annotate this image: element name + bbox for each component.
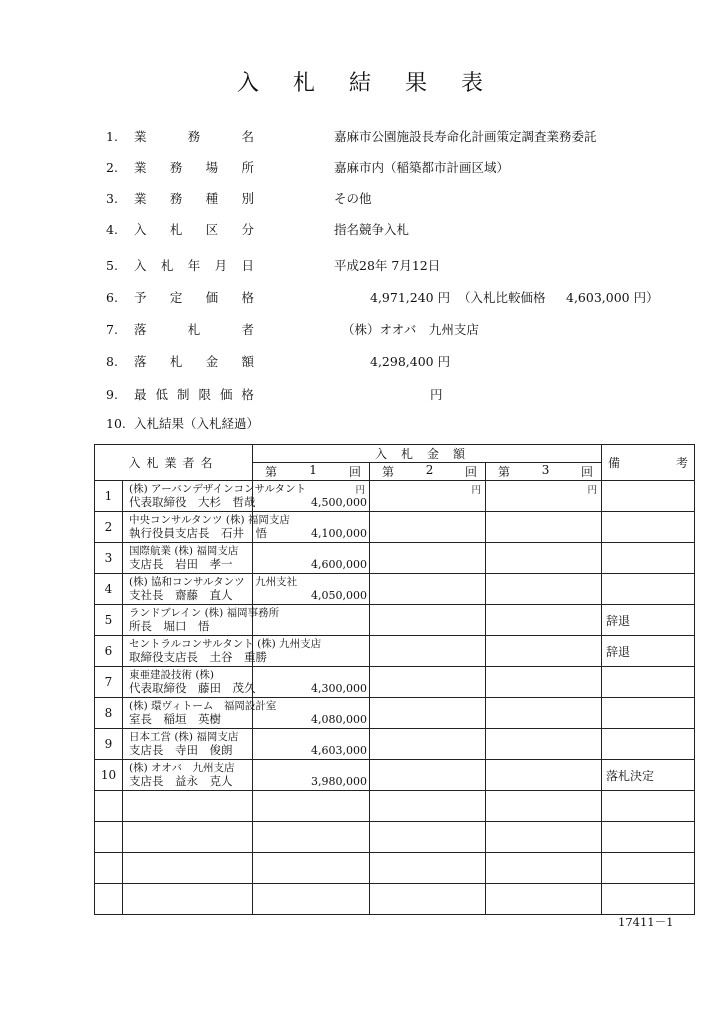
bidder-company: 日本工営 (株) 福岡支店: [129, 731, 239, 743]
remarks-cell: [602, 543, 695, 574]
bidder-representative: 執行役員支店長 石井 悟: [129, 526, 267, 540]
row-number: 3: [95, 543, 123, 574]
item-label: 入 札 区 分: [134, 222, 254, 237]
round-2-amount: [370, 605, 486, 636]
remarks-cell: [602, 698, 695, 729]
round-1-amount: [253, 481, 370, 512]
bidder-representative: 所長 堀口 悟: [129, 619, 210, 633]
bidder-representative: 代表取締役 大杉 哲哉: [129, 495, 256, 509]
table-row: [95, 729, 695, 760]
round-2-amount: [370, 791, 486, 822]
header-bid-amount: 入札金額: [253, 445, 602, 463]
remarks-cell: 辞退: [602, 636, 695, 667]
round-2-amount: [370, 667, 486, 698]
row-number: 2: [95, 512, 123, 543]
bidder-name-cell: [123, 574, 298, 605]
item-number: 2.: [106, 160, 118, 175]
bidder-company: (株) オオバ 九州支店: [129, 762, 235, 774]
item-value: （株）オオバ 九州支店: [342, 322, 479, 337]
item-number: 8.: [106, 354, 118, 369]
round-1-amount: [253, 543, 370, 574]
bidder-company: 東亜建設技術 (株): [129, 669, 215, 681]
bidder-company: (株) 協和コンサルタンツ 九州支社: [129, 576, 298, 588]
header-round-1: 第 1 回: [253, 463, 370, 481]
item-row: [0, 256, 720, 276]
bid-amount: 4,050,000: [311, 589, 368, 602]
table-row: [95, 667, 695, 698]
round-2-amount: [370, 760, 486, 791]
round-2-amount: [370, 574, 486, 605]
round-1-amount: [253, 667, 370, 698]
yen-unit: 円: [471, 485, 482, 496]
item-number: 5.: [106, 258, 118, 273]
round-3-amount: [486, 791, 602, 822]
round-3-amount: [486, 698, 602, 729]
page-title: 入札結果表: [236, 71, 517, 96]
bidder-representative: 代表取締役 藤田 茂久: [129, 681, 256, 695]
bidder-name-cell: [123, 543, 253, 574]
item-number: 10.: [106, 416, 126, 431]
round-1-amount: [253, 574, 370, 605]
table-row: [95, 605, 695, 636]
item-label: 入札結果（入札経過）: [134, 416, 260, 431]
item-label: 落 札 金 額: [134, 354, 254, 369]
item-value: 指名競争入札: [334, 222, 410, 237]
round-1-amount: [253, 884, 370, 915]
row-number: 1: [95, 481, 123, 512]
item-row: [0, 220, 720, 240]
bidder-company: セントラルコンサルタント (株) 九州支店: [129, 638, 322, 650]
bidder-representative: 支店長 益永 克人: [129, 774, 233, 788]
bidder-name-cell: [123, 884, 253, 915]
table-row: [95, 822, 695, 853]
row-number: 5: [95, 605, 123, 636]
remarks-cell: 落札決定: [602, 760, 695, 791]
round-3-amount: [486, 884, 602, 915]
row-number: 8: [95, 698, 123, 729]
bidder-name-cell: [123, 667, 256, 698]
bidder-name-cell: [123, 853, 253, 884]
bid-amount: 4,603,000: [311, 744, 368, 757]
item-value: 4,971,240 円: [370, 290, 451, 305]
item-row: [0, 288, 720, 308]
bidder-representative: 室長 稲垣 英樹: [129, 712, 221, 726]
header-round-2: 第 2 回: [370, 463, 486, 481]
bidder-representative: 支社長 齋藤 直人: [129, 588, 233, 602]
item-number: 1.: [106, 129, 118, 144]
round-2-amount: [370, 822, 486, 853]
round-3-amount: [486, 574, 602, 605]
bidder-name-cell: [123, 512, 290, 543]
bidder-name-cell: [123, 605, 280, 636]
results-table: [94, 444, 695, 915]
row-number: 10: [95, 760, 123, 791]
bid-amount: 4,080,000: [311, 713, 368, 726]
row-number: [95, 791, 123, 822]
item-label: 業 務 名: [134, 129, 254, 144]
round-3-amount: [486, 512, 602, 543]
table-row: [95, 791, 695, 822]
bidder-name-cell: [123, 636, 322, 667]
item-number: 4.: [106, 222, 118, 237]
item-row: [0, 189, 720, 209]
item-label: 業 務 場 所: [134, 160, 254, 175]
bidder-company: 中央コンサルタンツ (株) 福岡支店: [129, 514, 290, 526]
item-value: 円: [430, 387, 443, 402]
round-1-amount: [253, 760, 370, 791]
bid-amount: 4,300,000: [311, 682, 368, 695]
row-number: 9: [95, 729, 123, 760]
remarks-cell: [602, 884, 695, 915]
round-3-amount: [486, 760, 602, 791]
item-number: 9.: [106, 387, 118, 402]
remarks-cell: [602, 729, 695, 760]
bidder-name-cell: [123, 481, 307, 512]
round-3-amount: [486, 636, 602, 667]
row-number: 4: [95, 574, 123, 605]
round-2-amount: [370, 543, 486, 574]
item-row: [0, 158, 720, 178]
bidder-representative: 支店長 岩田 孝一: [129, 557, 233, 571]
round-1-amount: [253, 729, 370, 760]
bid-amount: 3,980,000: [311, 775, 368, 788]
round-3-amount: [486, 667, 602, 698]
bid-amount: 4,100,000: [311, 527, 368, 540]
item-value: 平成28年 7月12日: [334, 258, 441, 273]
round-2-amount: [370, 884, 486, 915]
round-1-amount: [253, 853, 370, 884]
bidder-name-cell: [123, 729, 253, 760]
table-row: [95, 512, 695, 543]
header-remarks: 備 考: [602, 445, 695, 481]
row-number: [95, 853, 123, 884]
round-2-amount: [370, 729, 486, 760]
round-1-amount: [253, 512, 370, 543]
item-label: 予 定 価 格: [134, 290, 254, 305]
item-row: [0, 127, 720, 147]
round-3-amount: [486, 853, 602, 884]
bidder-company: (株) アーバンデザインコンサルタント: [129, 483, 307, 495]
comparison-price-value: 4,603,000 円）: [566, 290, 659, 305]
round-2-amount: [370, 698, 486, 729]
table-row: [95, 574, 695, 605]
header-bidder-name: 入札業者名: [95, 445, 253, 481]
round-1-amount: [253, 698, 370, 729]
round-3-amount: [486, 822, 602, 853]
item-value: その他: [334, 191, 372, 206]
round-1-amount: [253, 822, 370, 853]
remarks-cell: [602, 481, 695, 512]
table-row: [95, 760, 695, 791]
round-1-amount: [253, 791, 370, 822]
table-row: [95, 481, 695, 512]
remarks-cell: [602, 853, 695, 884]
round-3-amount: [486, 605, 602, 636]
round-3-amount: [486, 481, 602, 512]
item-number: 3.: [106, 191, 118, 206]
remarks-cell: [602, 512, 695, 543]
bidder-company: ランドブレイン (株) 福岡事務所: [129, 607, 280, 619]
remarks-cell: [602, 791, 695, 822]
row-number: [95, 822, 123, 853]
round-3-amount: [486, 543, 602, 574]
item-row: [0, 352, 720, 372]
round-2-amount: [370, 636, 486, 667]
item-label: 最 低 制 限 価 格: [134, 387, 254, 402]
table-row: [95, 543, 695, 574]
row-number: 6: [95, 636, 123, 667]
item-value: 4,298,400 円: [370, 354, 451, 369]
item-number: 7.: [106, 322, 118, 337]
round-1-amount: [253, 605, 370, 636]
bidder-name-cell: [123, 698, 277, 729]
item-row: [0, 385, 720, 405]
table-row: [95, 884, 695, 915]
item-label: 業 務 種 別: [134, 191, 254, 206]
yen-unit: 円: [355, 485, 366, 496]
bidder-name-cell: [123, 760, 253, 791]
bidder-representative: 支店長 寺田 俊朗: [129, 743, 233, 757]
bidder-name-cell: [123, 822, 253, 853]
comparison-price-label: （入札比較価格: [458, 290, 546, 305]
bidder-name-cell: [123, 791, 253, 822]
round-2-amount: [370, 481, 486, 512]
item-label: 落 札 者: [134, 322, 254, 337]
remarks-cell: [602, 822, 695, 853]
table-row: [95, 636, 695, 667]
row-number: 7: [95, 667, 123, 698]
table-row: [95, 853, 695, 884]
item-row: [0, 320, 720, 340]
document-code: 17411－1: [618, 915, 674, 929]
header-round-3: 第 3 回: [486, 463, 602, 481]
bid-amount: 4,600,000: [311, 558, 368, 571]
item-value: 嘉麻市公園施設長寿命化計画策定調査業務委託: [334, 129, 597, 144]
table-row: [95, 698, 695, 729]
remarks-cell: 辞退: [602, 605, 695, 636]
round-2-amount: [370, 512, 486, 543]
remarks-cell: [602, 667, 695, 698]
round-3-amount: [486, 729, 602, 760]
remarks-cell: [602, 574, 695, 605]
item-value: 嘉麻市内（稲築都市計画区域）: [334, 160, 510, 175]
yen-unit: 円: [587, 485, 598, 496]
bid-amount: 4,500,000: [311, 496, 368, 509]
round-1-amount: [253, 636, 370, 667]
row-number: [95, 884, 123, 915]
item-label: 入 札 年 月 日: [134, 258, 254, 273]
bidder-company: (株) 環ヴィトーム 福岡設計室: [129, 700, 277, 712]
bidder-representative: 取締役支店長 土谷 重勝: [129, 650, 267, 664]
item-number: 6.: [106, 290, 118, 305]
round-2-amount: [370, 853, 486, 884]
item-row: [0, 414, 720, 434]
bidder-company: 国際航業 (株) 福岡支店: [129, 545, 239, 557]
